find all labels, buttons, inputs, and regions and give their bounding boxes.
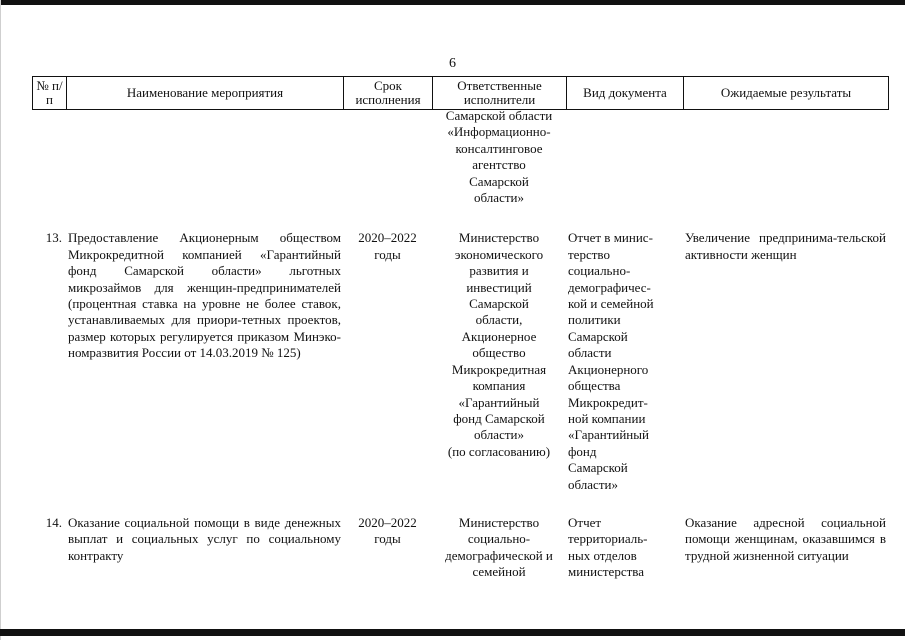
row-responsible: Министерство экономического развития и инвестиций Самарской области, Акционерное общество Микрокредитная компания «Гарантийный фонд Самарской области» (по согласованию): [447, 230, 551, 459]
row-doc-type: Отчет в минис- терство социально- демографичес- кой и семейной политики Самарской области Акционерного общества Микрокредит- ной компании «Гарантийный фонд Самарской области»: [568, 230, 654, 492]
spacer-row: [32, 206, 888, 230]
bottom-border-rule: [0, 629, 905, 636]
table-row: [32, 515, 888, 581]
header-name: Наименование мероприятия: [67, 77, 344, 110]
header-num: № п/п: [33, 77, 67, 110]
header-responsible: Ответственные исполнители: [433, 77, 567, 110]
spacer-row: [32, 493, 888, 515]
header-row: [33, 77, 889, 110]
row-name: Предоставление Акционерным обществом Микрокредитной компанией «Гарантийный фонд Самарской области» льготных микрозаймов для женщин-предпринимателей (процентная ставка на уровне не более ставок, устанавливаемых для приори-тетных проектов, размер которых регулируется приказом Минэко-номразвития России от 14.03.2019 № 125): [68, 230, 341, 361]
row-results: Оказание адресной социальной помощи женщинам, оказавшимся в трудной жизненной ситуации: [685, 514, 886, 563]
table-row-continuation: [32, 108, 888, 206]
top-border-rule: [0, 0, 905, 5]
row-responsible: Министерство социально- демографической и семейной: [445, 514, 553, 580]
row-number: 14.: [45, 514, 62, 530]
row-name: Оказание социальной помощи в виде денежных выплат и социальных услуг по социальному контракту: [68, 514, 341, 563]
page-number: 6: [449, 56, 456, 71]
row-number: 13.: [45, 230, 62, 246]
header-results: Ожидаемые результаты: [684, 77, 889, 110]
header-doc-type: Вид документа: [567, 77, 684, 110]
table-body: [32, 108, 888, 581]
scan-left-edge: [0, 0, 1, 640]
row-results: Увеличение предпринима-тельской активности женщин: [685, 230, 886, 262]
table-header: [32, 76, 889, 110]
table-row: [32, 230, 888, 493]
row-term: 2020–2022 годы: [358, 514, 417, 547]
row-doc-type: Отчет территориаль- ных отделов министерства: [568, 514, 648, 580]
continuation-responsible: Самарской области «Информационно- консалтинговое агентство Самарской области»: [445, 108, 553, 206]
row-term: 2020–2022 годы: [358, 230, 417, 262]
header-term: Срок исполнения: [344, 77, 433, 110]
